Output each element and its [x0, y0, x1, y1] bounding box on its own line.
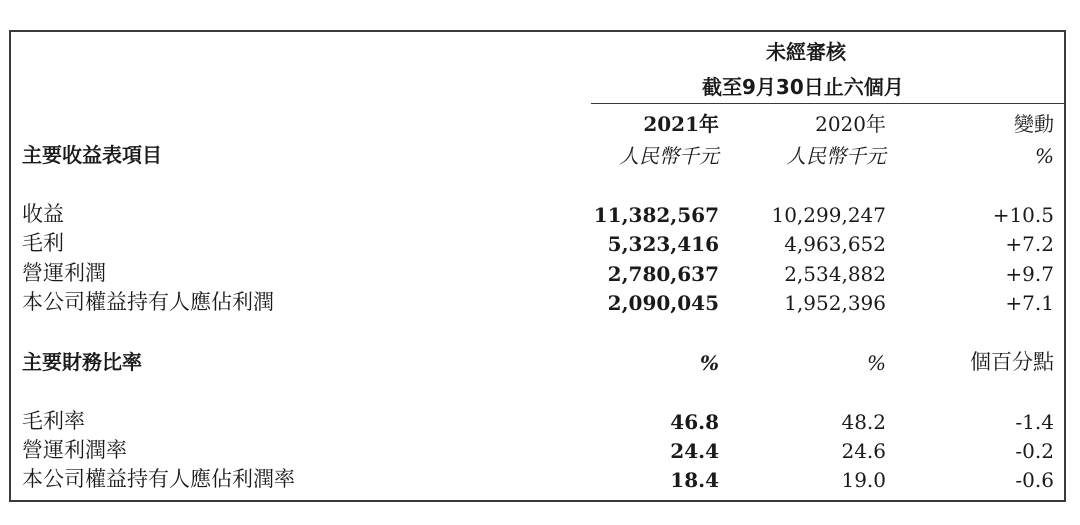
- ratio-col-2020-unit: %: [866, 351, 886, 375]
- value-2020: 4,963,652: [784, 232, 886, 256]
- value-change: +9.7: [1005, 262, 1054, 286]
- value-2021: 11,382,567: [593, 203, 719, 227]
- value-change: +7.2: [1005, 232, 1054, 256]
- col-2021-year: 2021年: [643, 112, 719, 136]
- row-label: 收益: [22, 202, 64, 226]
- row-label: 營運利潤: [22, 261, 106, 285]
- period-label: 截至9月30日止六個月: [702, 75, 904, 99]
- row-label: 本公司權益持有人應佔利潤: [22, 290, 274, 314]
- section-title-ratios: 主要財務比率: [22, 350, 142, 374]
- ratio-col-change-unit: 個百分點: [970, 350, 1054, 374]
- value-change: -1.4: [1015, 410, 1054, 434]
- value-2020: 2,534,882: [784, 262, 886, 286]
- row-label: 毛利率: [22, 409, 85, 433]
- table-frame: [9, 30, 1066, 502]
- value-2020: 19.0: [841, 468, 886, 492]
- value-2021: 24.4: [670, 439, 719, 463]
- row-label: 本公司權益持有人應佔利潤率: [22, 467, 295, 491]
- value-change: +10.5: [992, 203, 1054, 227]
- value-2021: 5,323,416: [607, 232, 719, 256]
- col-2020-unit: 人民幣千元: [786, 144, 886, 168]
- row-label: 毛利: [22, 231, 64, 255]
- value-change: +7.1: [1005, 291, 1054, 315]
- header-rule: [591, 103, 1066, 104]
- section-title-income: 主要收益表項目: [22, 143, 162, 167]
- ratio-col-2021-unit: %: [699, 351, 719, 375]
- col-change-title: 變動: [1014, 112, 1054, 136]
- value-change: -0.2: [1015, 439, 1054, 463]
- unaudited-label: 未經審核: [766, 40, 846, 64]
- col-2021-unit: 人民幣千元: [619, 144, 719, 168]
- value-2020: 48.2: [841, 410, 886, 434]
- col-change-unit: %: [1034, 144, 1054, 168]
- value-2021: 2,090,045: [607, 291, 719, 315]
- value-2021: 2,780,637: [607, 262, 719, 286]
- value-2020: 1,952,396: [784, 291, 886, 315]
- row-label: 營運利潤率: [22, 438, 127, 462]
- value-2021: 18.4: [670, 468, 719, 492]
- col-2020-year: 2020年: [815, 112, 886, 136]
- value-change: -0.6: [1015, 468, 1054, 492]
- value-2020: 10,299,247: [771, 203, 886, 227]
- value-2021: 46.8: [670, 410, 719, 434]
- value-2020: 24.6: [841, 439, 886, 463]
